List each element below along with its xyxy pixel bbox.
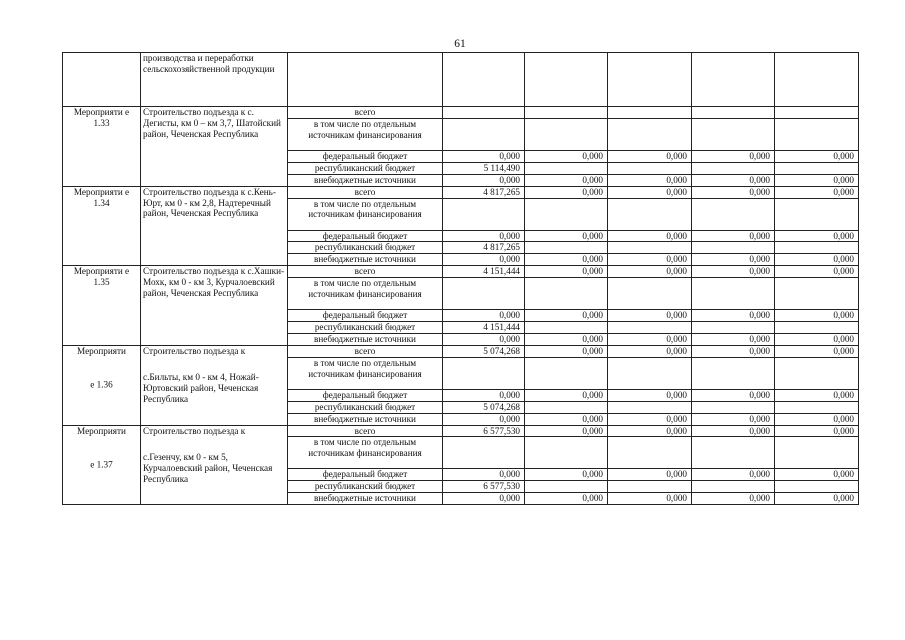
value-cell: 0,000: [608, 333, 692, 345]
value-cell: 0,000: [608, 469, 692, 481]
value-cell: [775, 437, 859, 469]
value-cell: 0,000: [443, 150, 525, 162]
table-row: [63, 186, 859, 198]
continuation-row: [63, 53, 859, 107]
value-cell: 0,000: [443, 389, 525, 401]
event-label: Мероприяти: [77, 345, 126, 356]
value-cell: 0,000: [608, 186, 692, 198]
table-row: [63, 345, 859, 357]
value-cell: 0,000: [525, 230, 608, 242]
value-cell: [525, 278, 608, 310]
value-cell: 0,000: [775, 230, 859, 242]
source-cell: в том числе по отдельным источникам финансирования: [288, 357, 443, 389]
value-cell: [443, 437, 525, 469]
source-cell: республиканский бюджет: [288, 401, 443, 413]
value-cell: [525, 437, 608, 469]
value-cell: 0,000: [775, 266, 859, 278]
page-number: 61: [454, 38, 466, 50]
value-cell: [525, 198, 608, 230]
value-cell: [525, 118, 608, 150]
value-cell: 0,000: [692, 333, 775, 345]
event-title-cont: с.Гезенчу, км 0 - км 5, Курчалоевский район, Чеченская Республика: [143, 451, 273, 484]
value-cell: [608, 278, 692, 310]
source-cell: в том числе по отдельным источникам финансирования: [288, 198, 443, 230]
value-cell: 0,000: [775, 413, 859, 425]
value-cell: 0,000: [608, 230, 692, 242]
source-cell: республиканский бюджет: [288, 242, 443, 254]
value-cell: 0,000: [443, 413, 525, 425]
value-cell: [608, 118, 692, 150]
value-cell: 0,000: [692, 345, 775, 357]
value-cell: 0,000: [775, 389, 859, 401]
value-cell: 0,000: [443, 333, 525, 345]
value-cell: [692, 401, 775, 413]
value-cell: [775, 118, 859, 150]
value-cell: [692, 357, 775, 389]
source-cell: всего: [288, 345, 443, 357]
value-cell: 0,000: [608, 174, 692, 186]
value-cell: [775, 198, 859, 230]
source-cell: внебюджетные источники: [288, 333, 443, 345]
value-cell: 0,000: [525, 310, 608, 322]
value-cell: 0,000: [525, 389, 608, 401]
value-cell: 0,000: [525, 493, 608, 505]
value-cell: 0,000: [692, 150, 775, 162]
value-cell: 0,000: [443, 310, 525, 322]
value-cell: 0,000: [525, 333, 608, 345]
source-cell: всего: [288, 266, 443, 278]
value-cell: 0,000: [775, 425, 859, 437]
value-cell: [525, 107, 608, 119]
value-cell: 0,000: [692, 425, 775, 437]
event-label: Мероприяти е 1.33: [73, 107, 130, 128]
value-cell: 0,000: [775, 150, 859, 162]
event-cell: [63, 53, 141, 107]
event-cell: [63, 345, 141, 425]
value-cell: [775, 278, 859, 310]
value-cell: [525, 162, 608, 174]
value-cell: 0,000: [692, 266, 775, 278]
table-row: [63, 425, 859, 437]
event-title: Строительство подъезда к с.Хашки-Мохк, км 0 - км 3, Курчалоевский район, Чеченская Республика: [143, 266, 285, 299]
value-cell: [692, 242, 775, 254]
value-cell: 0,000: [775, 254, 859, 266]
source-cell: федеральный бюджет: [288, 389, 443, 401]
value-cell: 0,000: [525, 469, 608, 481]
value-cell: 0,000: [775, 469, 859, 481]
value-cell: [775, 401, 859, 413]
source-cell: федеральный бюджет: [288, 469, 443, 481]
value-cell: [608, 357, 692, 389]
value-cell: 6 577,530: [443, 425, 525, 437]
value-cell: [775, 53, 859, 107]
value-cell: [608, 401, 692, 413]
value-cell: [775, 162, 859, 174]
value-cell: [525, 242, 608, 254]
event-title: Строительство подъезда к: [143, 425, 246, 436]
value-cell: 0,000: [692, 254, 775, 266]
value-cell: 0,000: [525, 266, 608, 278]
value-cell: 0,000: [608, 150, 692, 162]
event-cell: [63, 425, 141, 505]
source-cell: внебюджетные источники: [288, 413, 443, 425]
value-cell: 0,000: [692, 469, 775, 481]
value-cell: [692, 481, 775, 493]
event-title-cont: с.Бильты, км 0 - км 4, Ножай-Юртовский район, Чеченская Республика: [143, 372, 259, 404]
table-row: [63, 266, 859, 278]
value-cell: 0,000: [775, 333, 859, 345]
value-cell: [525, 401, 608, 413]
value-cell: [443, 198, 525, 230]
value-cell: 0,000: [692, 413, 775, 425]
source-cell: [288, 53, 443, 107]
value-cell: [608, 198, 692, 230]
value-cell: 0,000: [608, 345, 692, 357]
title-cell: [141, 186, 288, 266]
value-cell: [775, 107, 859, 119]
value-cell: [692, 198, 775, 230]
value-cell: 0,000: [608, 310, 692, 322]
value-cell: 0,000: [443, 254, 525, 266]
value-cell: 4 817,265: [443, 186, 525, 198]
value-cell: [443, 107, 525, 119]
event-title: Строительство подъезда к с. Дегисты, км 0 – км 3,7, Шатойский район, Чеченская Республика: [143, 107, 281, 139]
value-cell: [443, 118, 525, 150]
source-cell: в том числе по отдельным источникам финансирования: [288, 278, 443, 310]
value-cell: [692, 53, 775, 107]
value-cell: [692, 278, 775, 310]
source-cell: в том числе по отдельным источникам финансирования: [288, 437, 443, 469]
value-cell: 0,000: [525, 254, 608, 266]
value-cell: [608, 481, 692, 493]
value-cell: 0,000: [775, 310, 859, 322]
source-cell: республиканский бюджет: [288, 322, 443, 334]
value-cell: 0,000: [608, 389, 692, 401]
event-label: Мероприяти: [77, 425, 126, 436]
value-cell: 0,000: [525, 174, 608, 186]
value-cell: [775, 242, 859, 254]
value-cell: 5 074,268: [443, 401, 525, 413]
budget-table: [62, 52, 859, 505]
source-cell: всего: [288, 107, 443, 119]
value-cell: [443, 53, 525, 107]
value-cell: [608, 53, 692, 107]
value-cell: 0,000: [443, 230, 525, 242]
event-cell: [63, 266, 141, 346]
value-cell: [775, 322, 859, 334]
source-cell: внебюджетные источники: [288, 493, 443, 505]
value-cell: 0,000: [775, 174, 859, 186]
value-cell: 0,000: [608, 266, 692, 278]
value-cell: 0,000: [443, 493, 525, 505]
title-cell: [141, 425, 288, 505]
value-cell: 0,000: [775, 493, 859, 505]
value-cell: [608, 162, 692, 174]
table-body: [63, 53, 859, 505]
value-cell: [608, 242, 692, 254]
value-cell: 0,000: [692, 174, 775, 186]
source-cell: всего: [288, 186, 443, 198]
event-label: Мероприяти е 1.35: [73, 266, 130, 288]
value-cell: [608, 322, 692, 334]
value-cell: 6 577,530: [443, 481, 525, 493]
title-cell: [141, 107, 288, 187]
value-cell: 0,000: [525, 345, 608, 357]
value-cell: [525, 53, 608, 107]
value-cell: [525, 322, 608, 334]
value-cell: 0,000: [692, 230, 775, 242]
value-cell: [443, 357, 525, 389]
event-cell: [63, 107, 141, 187]
value-cell: [525, 481, 608, 493]
value-cell: 0,000: [692, 186, 775, 198]
event-title: Строительство подъезда к: [143, 345, 246, 356]
source-cell: республиканский бюджет: [288, 162, 443, 174]
value-cell: 0,000: [608, 425, 692, 437]
value-cell: [692, 107, 775, 119]
value-cell: 0,000: [525, 413, 608, 425]
event-number: е 1.37: [90, 459, 113, 470]
value-cell: 0,000: [443, 174, 525, 186]
event-cell: [63, 186, 141, 266]
event-number: е 1.36: [90, 379, 113, 390]
source-cell: внебюджетные источники: [288, 174, 443, 186]
source-cell: республиканский бюджет: [288, 481, 443, 493]
table-row: [63, 107, 859, 119]
value-cell: 0,000: [525, 186, 608, 198]
value-cell: 0,000: [692, 389, 775, 401]
source-cell: внебюджетные источники: [288, 254, 443, 266]
source-cell: федеральный бюджет: [288, 310, 443, 322]
value-cell: 0,000: [692, 493, 775, 505]
value-cell: 0,000: [525, 150, 608, 162]
value-cell: [692, 322, 775, 334]
value-cell: [608, 107, 692, 119]
value-cell: [775, 481, 859, 493]
value-cell: 0,000: [525, 425, 608, 437]
value-cell: [692, 437, 775, 469]
value-cell: 5 074,268: [443, 345, 525, 357]
value-cell: 0,000: [608, 413, 692, 425]
source-cell: всего: [288, 425, 443, 437]
value-cell: 4 817,265: [443, 242, 525, 254]
source-cell: в том числе по отдельным источникам финансирования: [288, 118, 443, 150]
value-cell: [525, 357, 608, 389]
source-cell: федеральный бюджет: [288, 150, 443, 162]
value-cell: 0,000: [775, 186, 859, 198]
value-cell: [692, 162, 775, 174]
value-cell: 0,000: [608, 493, 692, 505]
value-cell: [775, 357, 859, 389]
value-cell: [608, 437, 692, 469]
value-cell: 0,000: [443, 469, 525, 481]
value-cell: 4 151,444: [443, 266, 525, 278]
value-cell: 5 114,490: [443, 162, 525, 174]
source-cell: федеральный бюджет: [288, 230, 443, 242]
title-cell: производства и переработки сельскохозяйственной продукции: [141, 53, 288, 107]
event-title: Строительство подъезда к с.Кень-Юрт, км 0 - км 2,8, Надтеречный район, Чеченская Республика: [143, 186, 276, 219]
title-cell: [141, 345, 288, 425]
value-cell: [692, 118, 775, 150]
value-cell: 0,000: [775, 345, 859, 357]
value-cell: [443, 278, 525, 310]
value-cell: 0,000: [692, 310, 775, 322]
event-label: Мероприяти е 1.34: [73, 186, 130, 208]
value-cell: 4 151,444: [443, 322, 525, 334]
title-cell: [141, 266, 288, 346]
value-cell: 0,000: [608, 254, 692, 266]
